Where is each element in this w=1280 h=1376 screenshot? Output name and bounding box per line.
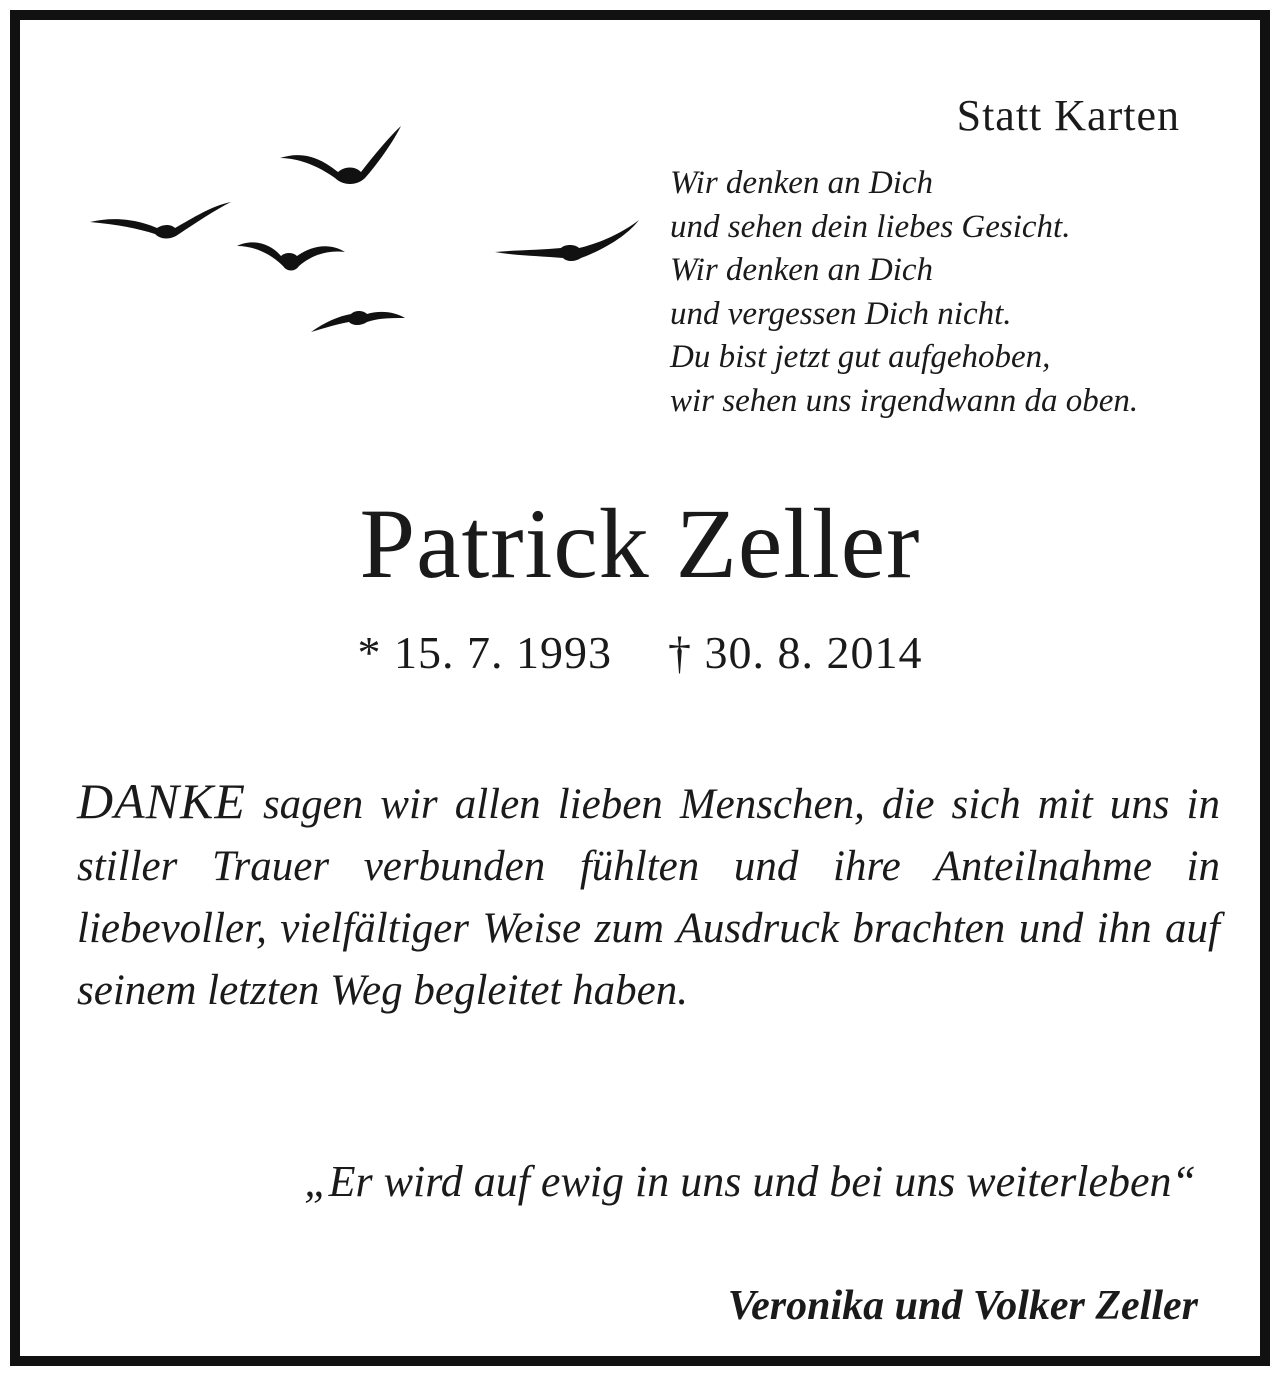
birth-date: * 15. 7. 1993 (357, 627, 612, 678)
death-date: † 30. 8. 2014 (668, 627, 923, 678)
thanks-paragraph (77, 770, 1220, 1022)
poem-line: wir sehen uns irgendwann da oben. (670, 382, 1139, 419)
bird-icon (311, 311, 405, 332)
poem-line: Wir denken an Dich (670, 165, 934, 201)
life-dates (20, 626, 1260, 679)
poem-line: und vergessen Dich nicht. (670, 295, 1012, 332)
memorial-quote: „Er wird auf ewig in uns und bei uns weiterleben“ (304, 1157, 1196, 1206)
deceased-name: Patrick Zeller (359, 488, 921, 599)
bird-icon (237, 242, 345, 270)
poem-line: Wir denken an Dich (670, 252, 934, 288)
birds-illustration (75, 110, 645, 350)
bird-icon (90, 202, 231, 239)
signature: Veronika und Volker Zeller (727, 1283, 1198, 1329)
thanks-text: sagen wir allen lieben Menschen, die sich mit uns in stiller Trauer verbunden fühlten und ihre Anteilnahme in liebevoller, vielfältiger Weise zum Ausdruck brachten und ihn auf seinem letzten Weg begleitet haben. (77, 781, 1220, 1014)
bird-icon (495, 220, 639, 261)
bird-icon (280, 126, 401, 184)
poem (670, 162, 1138, 423)
thanks-lead-word: DANKE (77, 773, 246, 829)
obituary-notice (10, 10, 1270, 1366)
header-statt-karten: Statt Karten (956, 91, 1180, 140)
poem-line: Du bist jetzt gut aufgehoben, (670, 339, 1051, 375)
poem-line: und sehen dein liebes Gesicht. (670, 208, 1071, 245)
